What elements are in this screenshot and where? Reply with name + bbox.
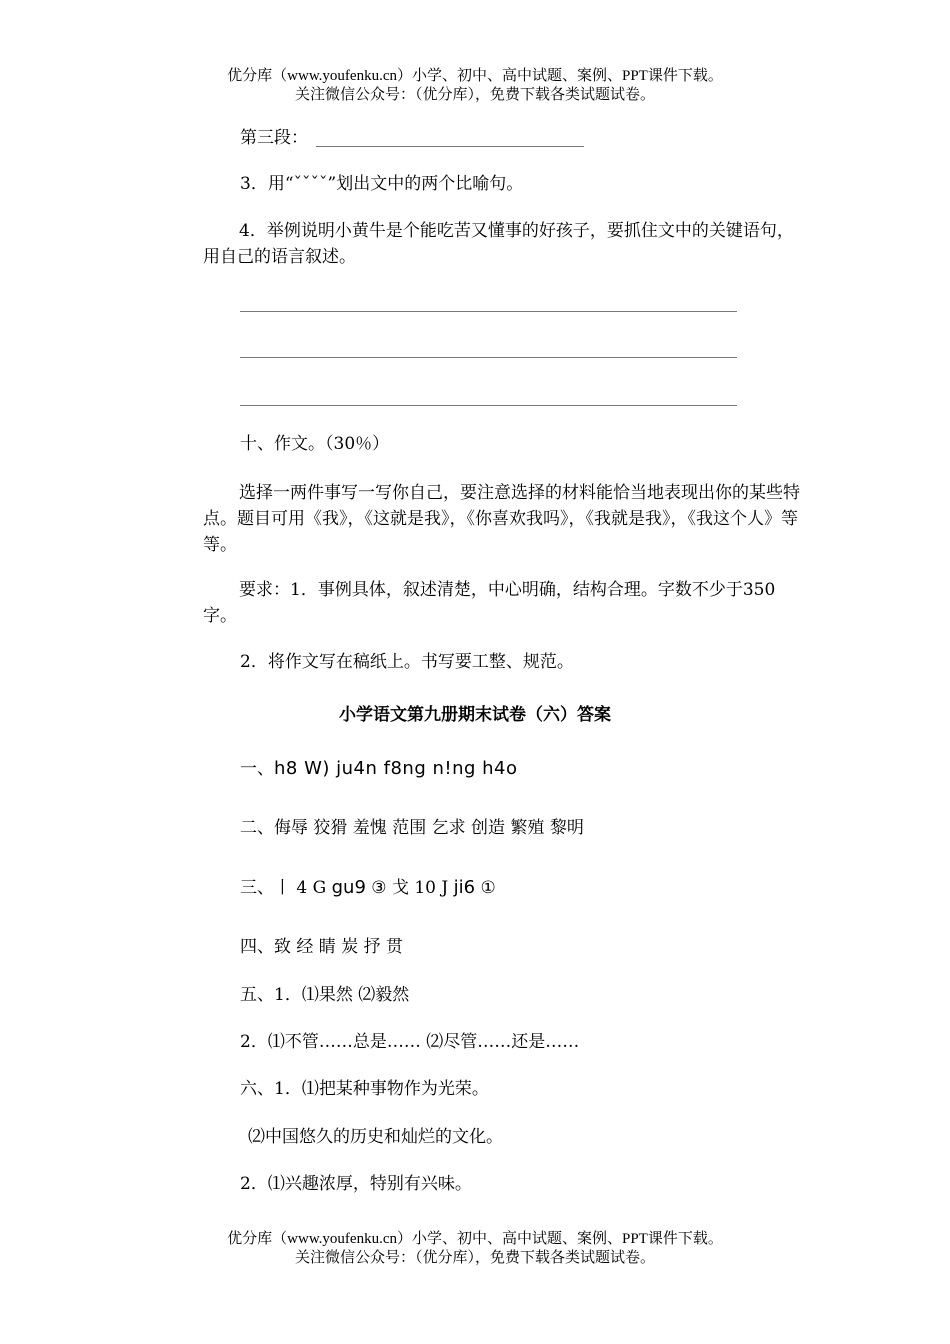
essay-requirement-1-text: 要求：1．事例具体，叙述清楚，中心明确，结构合理。字数不少于350字。 xyxy=(203,580,776,626)
page-footer-line-2: 关注微信公众号：（优分库），免费下载各类试题试卷。 xyxy=(294,1250,655,1266)
essay-heading: 十、作文。（30％） xyxy=(240,434,390,454)
answer-6-1: 六、1．⑴把某种事物作为光荣。 xyxy=(240,1079,489,1099)
answer-5-1: 五、1．⑴果然 ⑵毅然 xyxy=(240,985,410,1005)
page-header-line-1: 优分库（www.youfenku.cn）小学、初中、高中试题、案例、PPT课件下载。 xyxy=(227,68,723,84)
answer-line-1 xyxy=(240,311,737,312)
answer-3-prefix: 三、丨 4 G xyxy=(240,878,332,898)
answer-3-pinyin-gu: gu9 xyxy=(331,877,366,898)
answer-3 xyxy=(240,878,496,898)
answer-3-end: ① xyxy=(475,878,496,898)
answer-4: 四、致 经 睛 炭 抒 贯 xyxy=(240,937,404,957)
answer-blank-line xyxy=(316,146,584,147)
answer-6-1b: ⑵中国悠久的历史和灿烂的文化。 xyxy=(248,1127,503,1147)
answer-3-pinyin-ji: ji6 xyxy=(453,877,476,898)
answer-1-label: 一、 xyxy=(240,759,274,779)
essay-requirement-1 xyxy=(203,577,808,629)
page-footer-line-1: 优分库（www.youfenku.cn）小学、初中、高中试题、案例、PPT课件下载。 xyxy=(227,1231,723,1247)
essay-prompt-text: 选择一两件事写一写你自己，要注意选择的材料能恰当地表现出你的某些特点。题目可用《我》，《这就是我》，《你喜欢我吗》，《我就是我》，《我这个人》等等。 xyxy=(203,483,800,555)
answer-6-2: 2．⑴兴趣浓厚，特别有兴味。 xyxy=(240,1174,472,1194)
essay-prompt xyxy=(203,480,808,558)
answer-5-2: 2．⑴不管……总是…… ⑵尽管……还是…… xyxy=(240,1032,580,1052)
question-4-text: 4．举例说明小黄牛是个能吃苦又懂事的好孩子，要抓住文中的关键语句，用自己的语言叙述。 xyxy=(203,221,794,267)
answer-1-pinyin: h8 W) ju4n f8ng n!ng h4o xyxy=(274,758,518,779)
page-header-line-2: 关注微信公众号：（优分库），免费下载各类试题试卷。 xyxy=(294,87,655,103)
answer-3-mid: ③ 戈 10 J xyxy=(365,878,454,898)
answer-1 xyxy=(240,759,518,779)
answer-line-2 xyxy=(240,357,737,358)
third-section-label: 第三段： xyxy=(240,128,308,148)
answers-title: 小学语文第九册期末试卷（六）答案 xyxy=(339,705,611,725)
question-3: 3．用“ˇˇˇˇ”划出文中的两个比喻句。 xyxy=(240,174,524,194)
essay-requirement-2: 2．将作文写在稿纸上。书写要工整、规范。 xyxy=(240,652,574,672)
answer-line-3 xyxy=(240,405,737,406)
answer-2: 二、侮辱 狡猾 羞愧 范围 乞求 创造 繁殖 黎明 xyxy=(240,818,584,838)
question-4 xyxy=(203,218,808,270)
